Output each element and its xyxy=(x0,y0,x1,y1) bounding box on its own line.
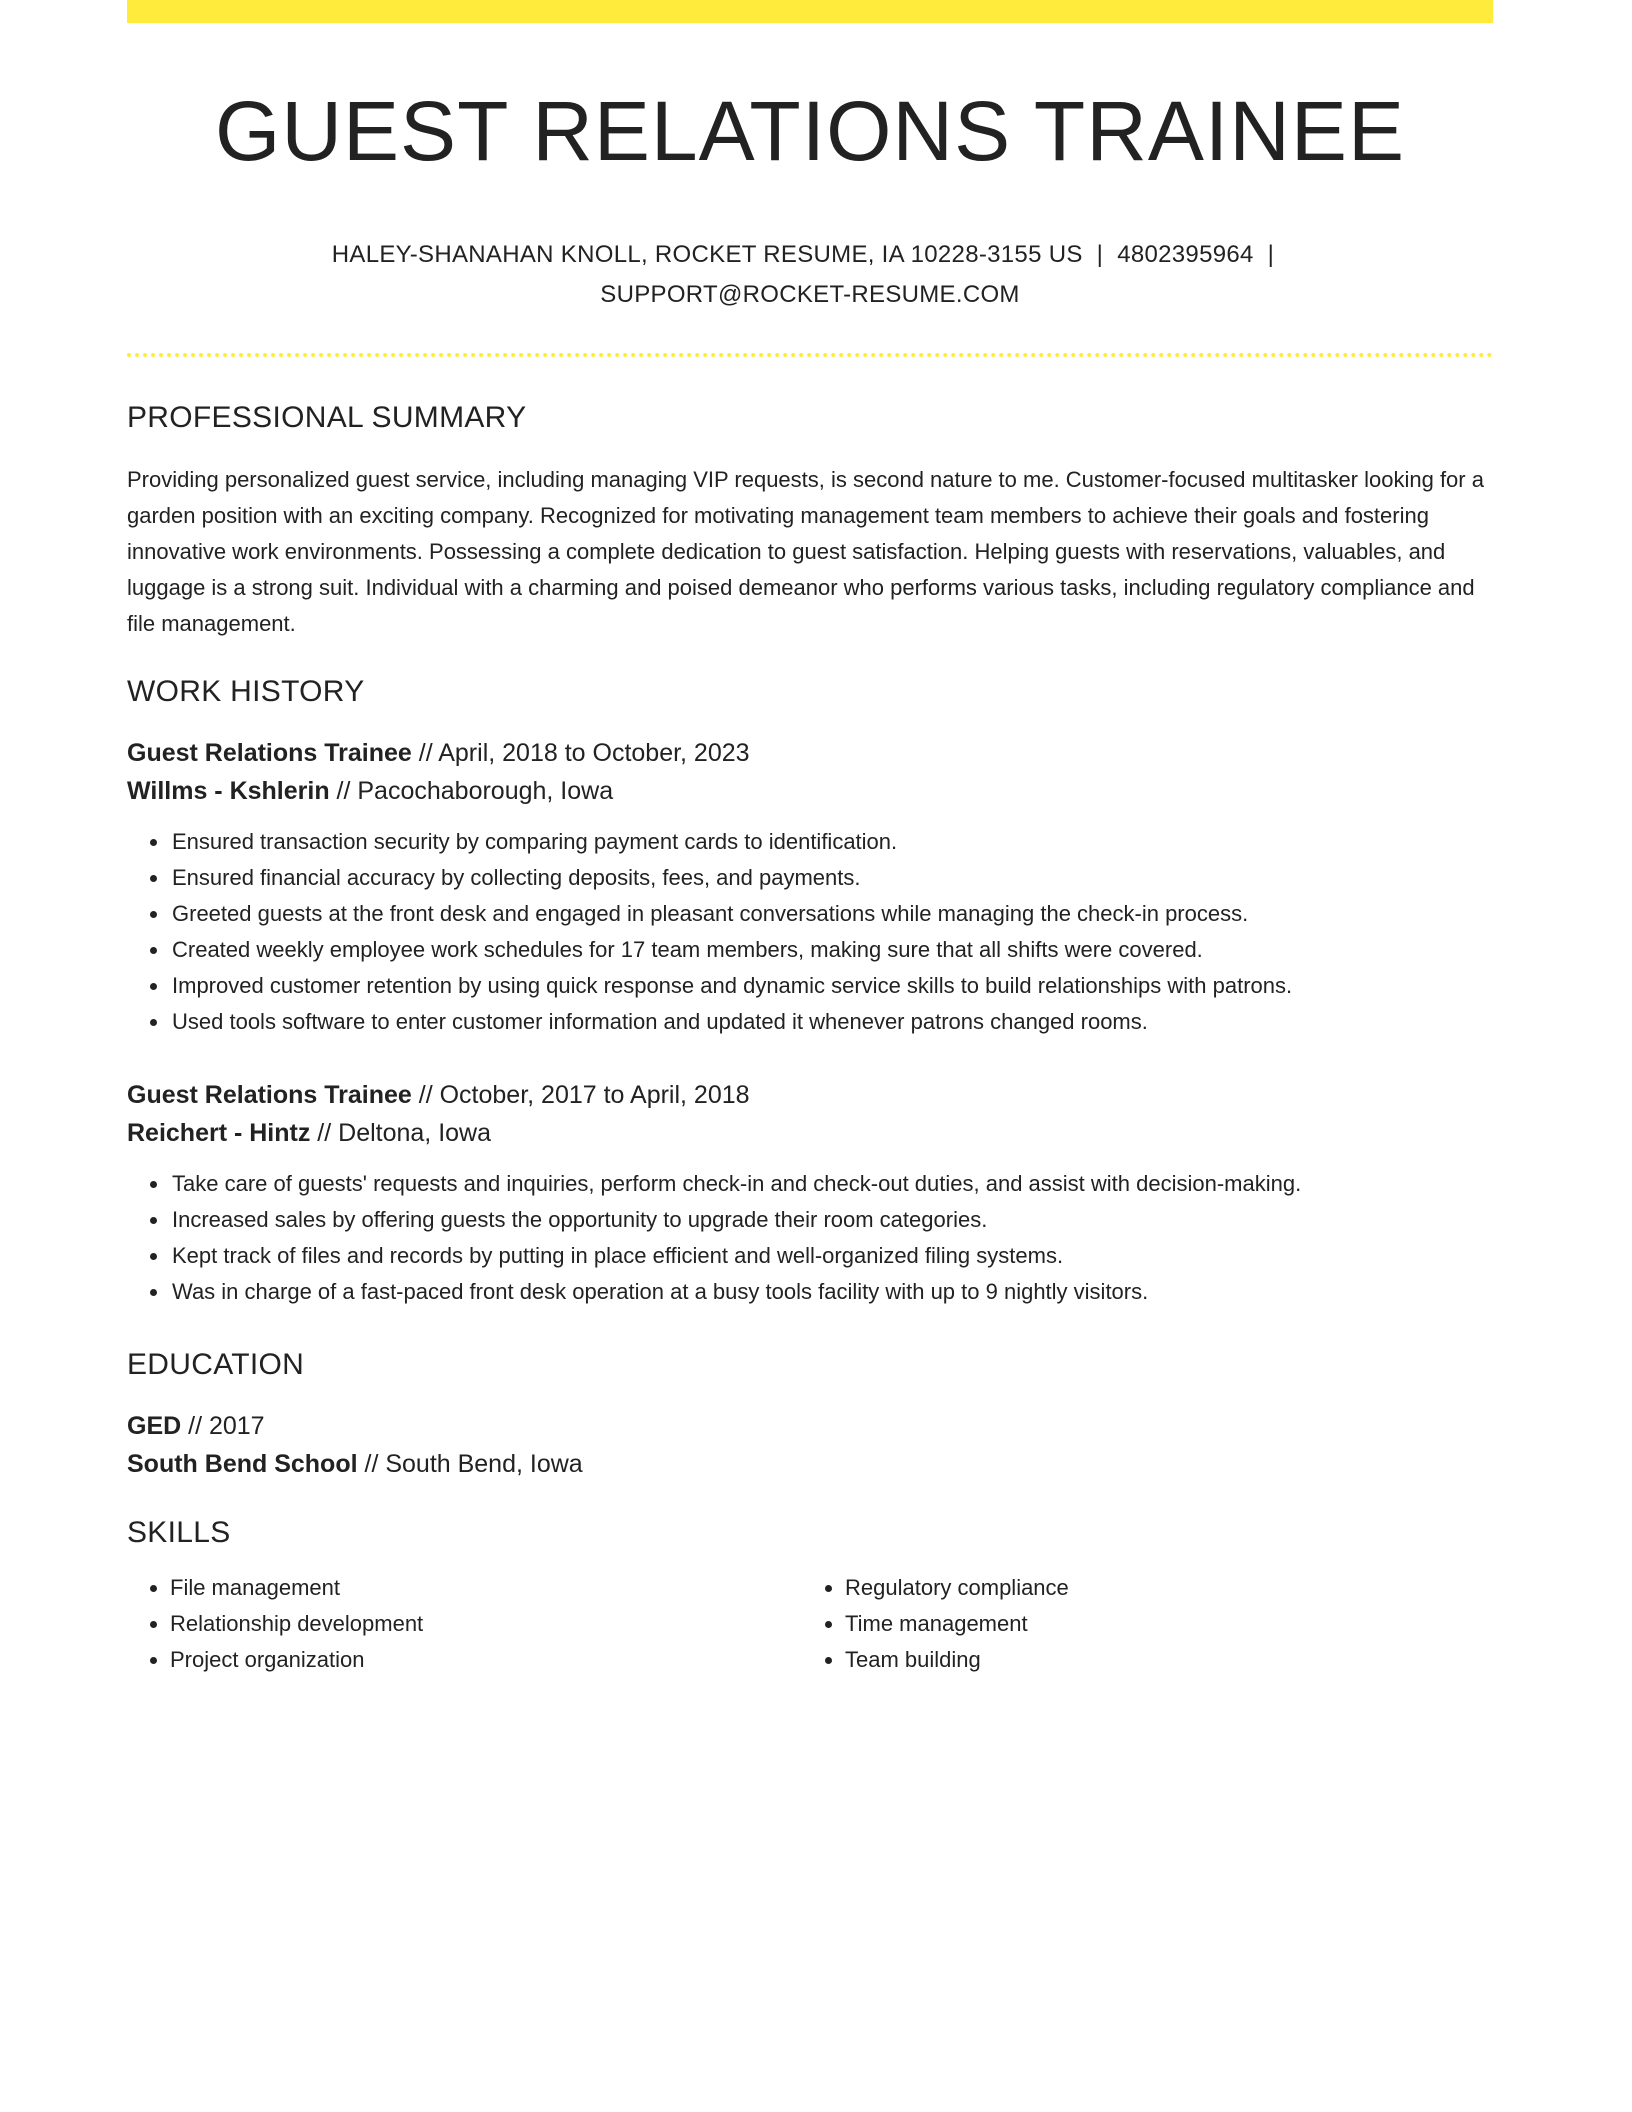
contact-address: HALEY-SHANAHAN KNOLL, ROCKET RESUME, IA 10228-3155 US xyxy=(331,241,1083,269)
skill-item: • Project organization xyxy=(170,1642,802,1678)
job-company: Reichert - Hintz xyxy=(127,1119,311,1148)
contact-separator: | xyxy=(1096,241,1104,269)
skill-item: • Time management xyxy=(845,1606,1477,1642)
contact-phone: 4802395964 xyxy=(1117,241,1254,269)
skills-column-right xyxy=(802,1570,1477,1678)
education-degree-line xyxy=(127,1407,1493,1445)
job-bullet: • Take care of guests' requests and inquiries, perform check-in and check-out duties, and assist with decision-making. xyxy=(170,1166,1493,1202)
job-title-line xyxy=(127,734,1493,772)
dotted-divider xyxy=(127,353,1493,357)
skill-item: • File management xyxy=(170,1570,802,1606)
job-bullet: • Improved customer retention by using quick response and dynamic service skills to build relationships with patrons. xyxy=(170,968,1493,1004)
job-bullets xyxy=(127,824,1493,1040)
contact-separator: | xyxy=(1267,241,1275,269)
contact-info xyxy=(127,235,1493,315)
education-school-line xyxy=(127,1445,1493,1483)
skill-item: • Regulatory compliance xyxy=(845,1570,1477,1606)
job-bullet: • Ensured transaction security by comparing payment cards to identification. xyxy=(170,824,1493,860)
accent-bar xyxy=(127,0,1493,23)
job-bullet: • Created weekly employee work schedules for 17 team members, making sure that all shifts were covered. xyxy=(170,932,1493,968)
education-year: // 2017 xyxy=(181,1412,265,1441)
job-entry xyxy=(127,1076,1493,1310)
resume-page xyxy=(127,0,1493,1678)
job-title-line xyxy=(127,1076,1493,1114)
job-bullet: • Used tools software to enter customer information and updated it whenever patrons changed rooms. xyxy=(170,1004,1493,1040)
skills-heading: SKILLS xyxy=(127,1516,231,1550)
job-location: // Pacochaborough, Iowa xyxy=(329,777,614,806)
job-bullet: • Increased sales by offering guests the opportunity to upgrade their room categories. xyxy=(170,1202,1493,1238)
summary-heading: PROFESSIONAL SUMMARY xyxy=(127,401,527,435)
job-title: Guest Relations Trainee xyxy=(127,739,412,768)
job-company-line xyxy=(127,1114,1493,1152)
work-history-heading: WORK HISTORY xyxy=(127,675,365,709)
contact-email: SUPPORT@ROCKET-RESUME.COM xyxy=(600,281,1020,309)
job-bullets xyxy=(127,1166,1493,1310)
job-location: // Deltona, Iowa xyxy=(310,1119,492,1148)
page-title: GUEST RELATIONS TRAINEE xyxy=(215,84,1405,178)
skills-list xyxy=(127,1570,1493,1678)
education-location: // South Bend, Iowa xyxy=(357,1450,583,1479)
job-entry xyxy=(127,734,1493,1040)
job-bullet: • Kept track of files and records by putting in place efficient and well-organized filing systems. xyxy=(170,1238,1493,1274)
job-bullet: • Greeted guests at the front desk and engaged in pleasant conversations while managing the check-in process. xyxy=(170,896,1493,932)
job-dates: // April, 2018 to October, 2023 xyxy=(411,739,750,768)
skills-column-left xyxy=(127,1570,802,1678)
summary-text: Providing personalized guest service, including managing VIP requests, is second nature to me. Customer-focused multitasker looking for a garden position with an exciting company. Recognized for motivating management team members to achieve their goals and fostering innovative work environments. Possessing a complete dedication to guest satisfaction. Helping guests with reservations, valuables, and luggage is a strong suit. Individual with a charming and poised demeanor who performs various tasks, including regulatory compliance and file management. xyxy=(127,467,1484,637)
education-degree: GED xyxy=(127,1412,182,1441)
education-heading: EDUCATION xyxy=(127,1348,305,1382)
job-bullet: • Was in charge of a fast-paced front desk operation at a busy tools facility with up to 9 nightly visitors. xyxy=(170,1274,1493,1310)
skill-item: • Relationship development xyxy=(170,1606,802,1642)
education-entry xyxy=(127,1407,1493,1483)
job-company-line xyxy=(127,772,1493,810)
job-bullet: • Ensured financial accuracy by collecting deposits, fees, and payments. xyxy=(170,860,1493,896)
education-school: South Bend School xyxy=(127,1450,358,1479)
job-title: Guest Relations Trainee xyxy=(127,1081,412,1110)
job-company: Willms - Kshlerin xyxy=(127,777,330,806)
skill-item: • Team building xyxy=(845,1642,1477,1678)
job-dates: // October, 2017 to April, 2018 xyxy=(411,1081,750,1110)
